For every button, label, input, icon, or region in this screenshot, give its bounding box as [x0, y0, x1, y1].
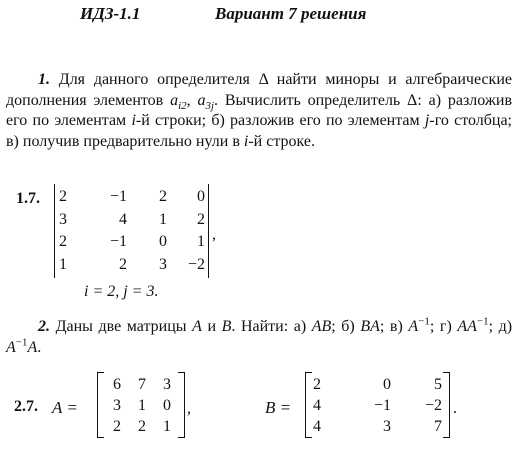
problem-1-7-label: 1.7. — [16, 190, 40, 207]
task1-text-b: . Вычислить определитель Δ: а) разложив его по элементам — [6, 91, 513, 129]
elem1-base: a — [170, 91, 179, 109]
task2-AinvA-2: A — [27, 338, 38, 356]
det-cell: 3 — [59, 210, 67, 228]
task2-Ainv: A — [408, 318, 419, 335]
variant-title: Вариант 7 решения — [215, 4, 367, 23]
matrix-B-cell: 5 — [434, 376, 442, 393]
matrix-B-left-bracket — [305, 372, 312, 438]
elem1-sub: i2 — [178, 99, 187, 112]
matrix-B-cell: −1 — [373, 397, 391, 414]
task2-text-f: ; д) — [488, 318, 513, 335]
task1-text-a: Для данного определителя Δ найти миноры и алгебраические дополнения элементов — [6, 71, 512, 109]
det-cell: 3 — [159, 255, 167, 273]
task2-text-e: ; г) — [429, 318, 452, 335]
task2-and: и — [207, 318, 217, 335]
matrix-B — [305, 372, 450, 438]
task2-text-a: Даны две матрицы — [55, 318, 187, 335]
det-cell: 2 — [159, 188, 167, 205]
task2-AAinv: AA — [457, 318, 477, 335]
task1-i1: i — [131, 112, 136, 129]
task2-AB: AB — [311, 318, 332, 335]
task2-sup-inv1: −1 — [418, 315, 430, 328]
det-trailing-comma: , — [212, 226, 216, 243]
task2-sup-inv2: −1 — [476, 315, 489, 328]
task1-number: 1. — [38, 71, 50, 88]
det-right-bar — [208, 184, 209, 278]
matrix-B-trailing-period: . — [453, 400, 457, 417]
task2-sup-inv3: −1 — [15, 336, 28, 349]
index-values: i = 2, j = 3. — [84, 283, 159, 300]
matrix-B-cell: −2 — [424, 397, 442, 414]
det-cell: −2 — [187, 255, 205, 273]
matrix-B-equals: B = — [265, 398, 292, 417]
task2-text-g: . — [37, 338, 42, 356]
task1-paragraph: 1. Для данного определителя Δ найти миноры и алгебраические дополнения элементов $a_{i2}$, $a_{3j}$. Вычислить определитель Δ: а) разложив его по элементам i-й строки; б) разложив его по элементам j-го столбца; в) получив предварительно нули в i-й строке. — [6, 71, 513, 150]
task1-text-c: -й строки; б) разложив его по элементам — [135, 112, 420, 129]
det-cell: 4 — [119, 210, 127, 228]
matrix-A-cell: 0 — [163, 397, 171, 414]
problem-2-7-label: 2.7. — [14, 398, 38, 415]
det-left-bar — [54, 184, 55, 278]
det-cell: 0 — [197, 188, 205, 205]
task2-text-c: ; б) — [331, 318, 355, 335]
matrix-B-cell: 0 — [383, 376, 391, 393]
matrix-A-cell: 6 — [113, 376, 121, 393]
task2-number: 2. — [38, 318, 50, 335]
task2-A: A — [192, 318, 202, 335]
task2-AinvA-1: A — [6, 338, 16, 356]
matrix-B-cell: 7 — [434, 418, 442, 435]
task2-B: B — [221, 318, 232, 335]
det-cell: −1 — [109, 188, 127, 205]
matrix-B-cell: 3 — [383, 418, 391, 435]
elem2-base: a — [197, 91, 206, 109]
matrix-B-cell: 4 — [313, 418, 321, 435]
task1-i2: i — [243, 132, 249, 150]
elem2-sub: 3j — [205, 99, 215, 112]
matrix-A-cell: 3 — [113, 397, 121, 414]
matrix-B-cell: 4 — [313, 397, 321, 414]
det-cell: −1 — [109, 233, 127, 250]
matrix-B-right-bracket — [443, 372, 450, 438]
task2-BA: BA — [360, 318, 380, 335]
document-id: ИДЗ-1.1 — [80, 4, 141, 23]
determinant — [54, 184, 209, 278]
task1-text-e: -й строке. — [248, 132, 315, 150]
matrix-A-left-bracket — [97, 372, 104, 438]
det-cell: 1 — [159, 210, 167, 228]
matrix-A-cell: 7 — [138, 376, 146, 393]
matrix-A-cell: 3 — [163, 376, 171, 393]
matrix-A-cell: 1 — [163, 418, 171, 435]
matrix-A-right-bracket — [178, 372, 185, 438]
task2-text-b: . Найти: а) — [231, 318, 307, 335]
determinant-grid — [59, 186, 203, 276]
task2-text-d: ; в) — [379, 318, 403, 335]
matrix-A — [97, 372, 185, 438]
matrix-A-cell: 1 — [138, 397, 146, 414]
matrix-B-cell: 2 — [313, 376, 321, 393]
det-cell: 1 — [59, 255, 67, 273]
det-cell: 1 — [197, 233, 205, 250]
task1-text-d: -го столбца; в) получив предварительно нули в — [6, 112, 513, 150]
matrix-A-equals: A = — [52, 398, 78, 417]
matrix-A-grid — [105, 374, 177, 437]
det-cell: 2 — [119, 255, 127, 273]
det-cell: 2 — [59, 188, 67, 205]
matrix-B-grid — [313, 374, 442, 437]
det-cell: 2 — [197, 210, 205, 228]
matrix-A-cell: 2 — [138, 418, 146, 435]
det-cell: 2 — [59, 233, 67, 250]
task1-j1: j — [424, 112, 430, 129]
task2-paragraph — [6, 317, 512, 358]
det-cell: 0 — [159, 233, 167, 250]
matrix-A-trailing-comma: , — [187, 400, 191, 417]
matrix-A-cell: 2 — [113, 418, 121, 435]
